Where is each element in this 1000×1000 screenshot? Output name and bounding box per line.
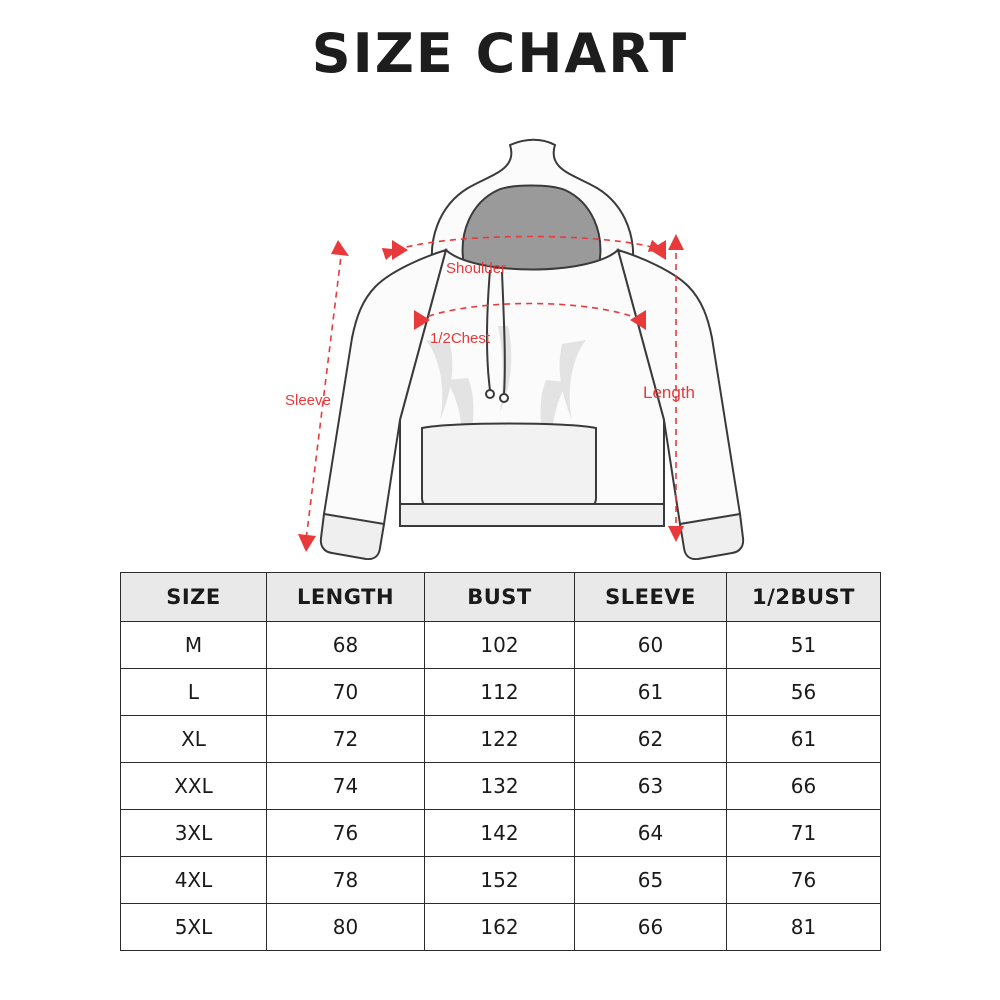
column-header-size: SIZE — [121, 573, 267, 622]
cell-bust: 142 — [425, 810, 575, 857]
cell-half-bust: 81 — [727, 904, 881, 951]
cell-sleeve: 63 — [575, 763, 727, 810]
cell-sleeve: 65 — [575, 857, 727, 904]
hoodie-body-shape — [321, 140, 743, 559]
column-header-bust: BUST — [425, 573, 575, 622]
cell-half-bust: 66 — [727, 763, 881, 810]
cell-bust: 132 — [425, 763, 575, 810]
cell-length: 78 — [267, 857, 425, 904]
cell-size: 3XL — [121, 810, 267, 857]
size-table — [120, 572, 881, 951]
cell-sleeve: 61 — [575, 669, 727, 716]
cell-sleeve: 66 — [575, 904, 727, 951]
table-row — [121, 669, 881, 716]
cell-size: M — [121, 622, 267, 669]
sleeve-measure-label: Sleeve — [285, 392, 331, 409]
cell-sleeve: 62 — [575, 716, 727, 763]
cell-sleeve: 64 — [575, 810, 727, 857]
cell-bust: 112 — [425, 669, 575, 716]
column-header-half-bust: 1/2BUST — [727, 573, 881, 622]
column-header-length: LENGTH — [267, 573, 425, 622]
table-row — [121, 810, 881, 857]
cell-size: 4XL — [121, 857, 267, 904]
table-row — [121, 857, 881, 904]
table-row — [121, 716, 881, 763]
size-table-head — [121, 573, 881, 622]
cell-half-bust: 61 — [727, 716, 881, 763]
cell-half-bust: 76 — [727, 857, 881, 904]
page-title: SIZE CHART — [311, 22, 689, 85]
cell-size: 5XL — [121, 904, 267, 951]
half-chest-measure-label: 1/2Chest — [430, 330, 491, 347]
cell-half-bust: 51 — [727, 622, 881, 669]
shoulder-measure-label: Shoulder — [446, 260, 507, 277]
cell-bust: 102 — [425, 622, 575, 669]
table-row — [121, 763, 881, 810]
cell-size: L — [121, 669, 267, 716]
cell-bust: 122 — [425, 716, 575, 763]
cell-length: 72 — [267, 716, 425, 763]
cell-half-bust: 56 — [727, 669, 881, 716]
hoodie-illustration — [250, 90, 770, 560]
size-table-wrapper — [120, 572, 880, 951]
cell-length: 70 — [267, 669, 425, 716]
cell-half-bust: 71 — [727, 810, 881, 857]
table-header-row — [121, 573, 881, 622]
cell-sleeve: 60 — [575, 622, 727, 669]
table-row — [121, 904, 881, 951]
cell-bust: 152 — [425, 857, 575, 904]
length-measure-label: Length — [643, 383, 695, 402]
cell-length: 76 — [267, 810, 425, 857]
size-table-body — [121, 622, 881, 951]
cell-length: 80 — [267, 904, 425, 951]
table-row — [121, 622, 881, 669]
cell-length: 68 — [267, 622, 425, 669]
cell-length: 74 — [267, 763, 425, 810]
cell-size: XXL — [121, 763, 267, 810]
column-header-sleeve: SLEEVE — [575, 573, 727, 622]
cell-size: XL — [121, 716, 267, 763]
cell-bust: 162 — [425, 904, 575, 951]
